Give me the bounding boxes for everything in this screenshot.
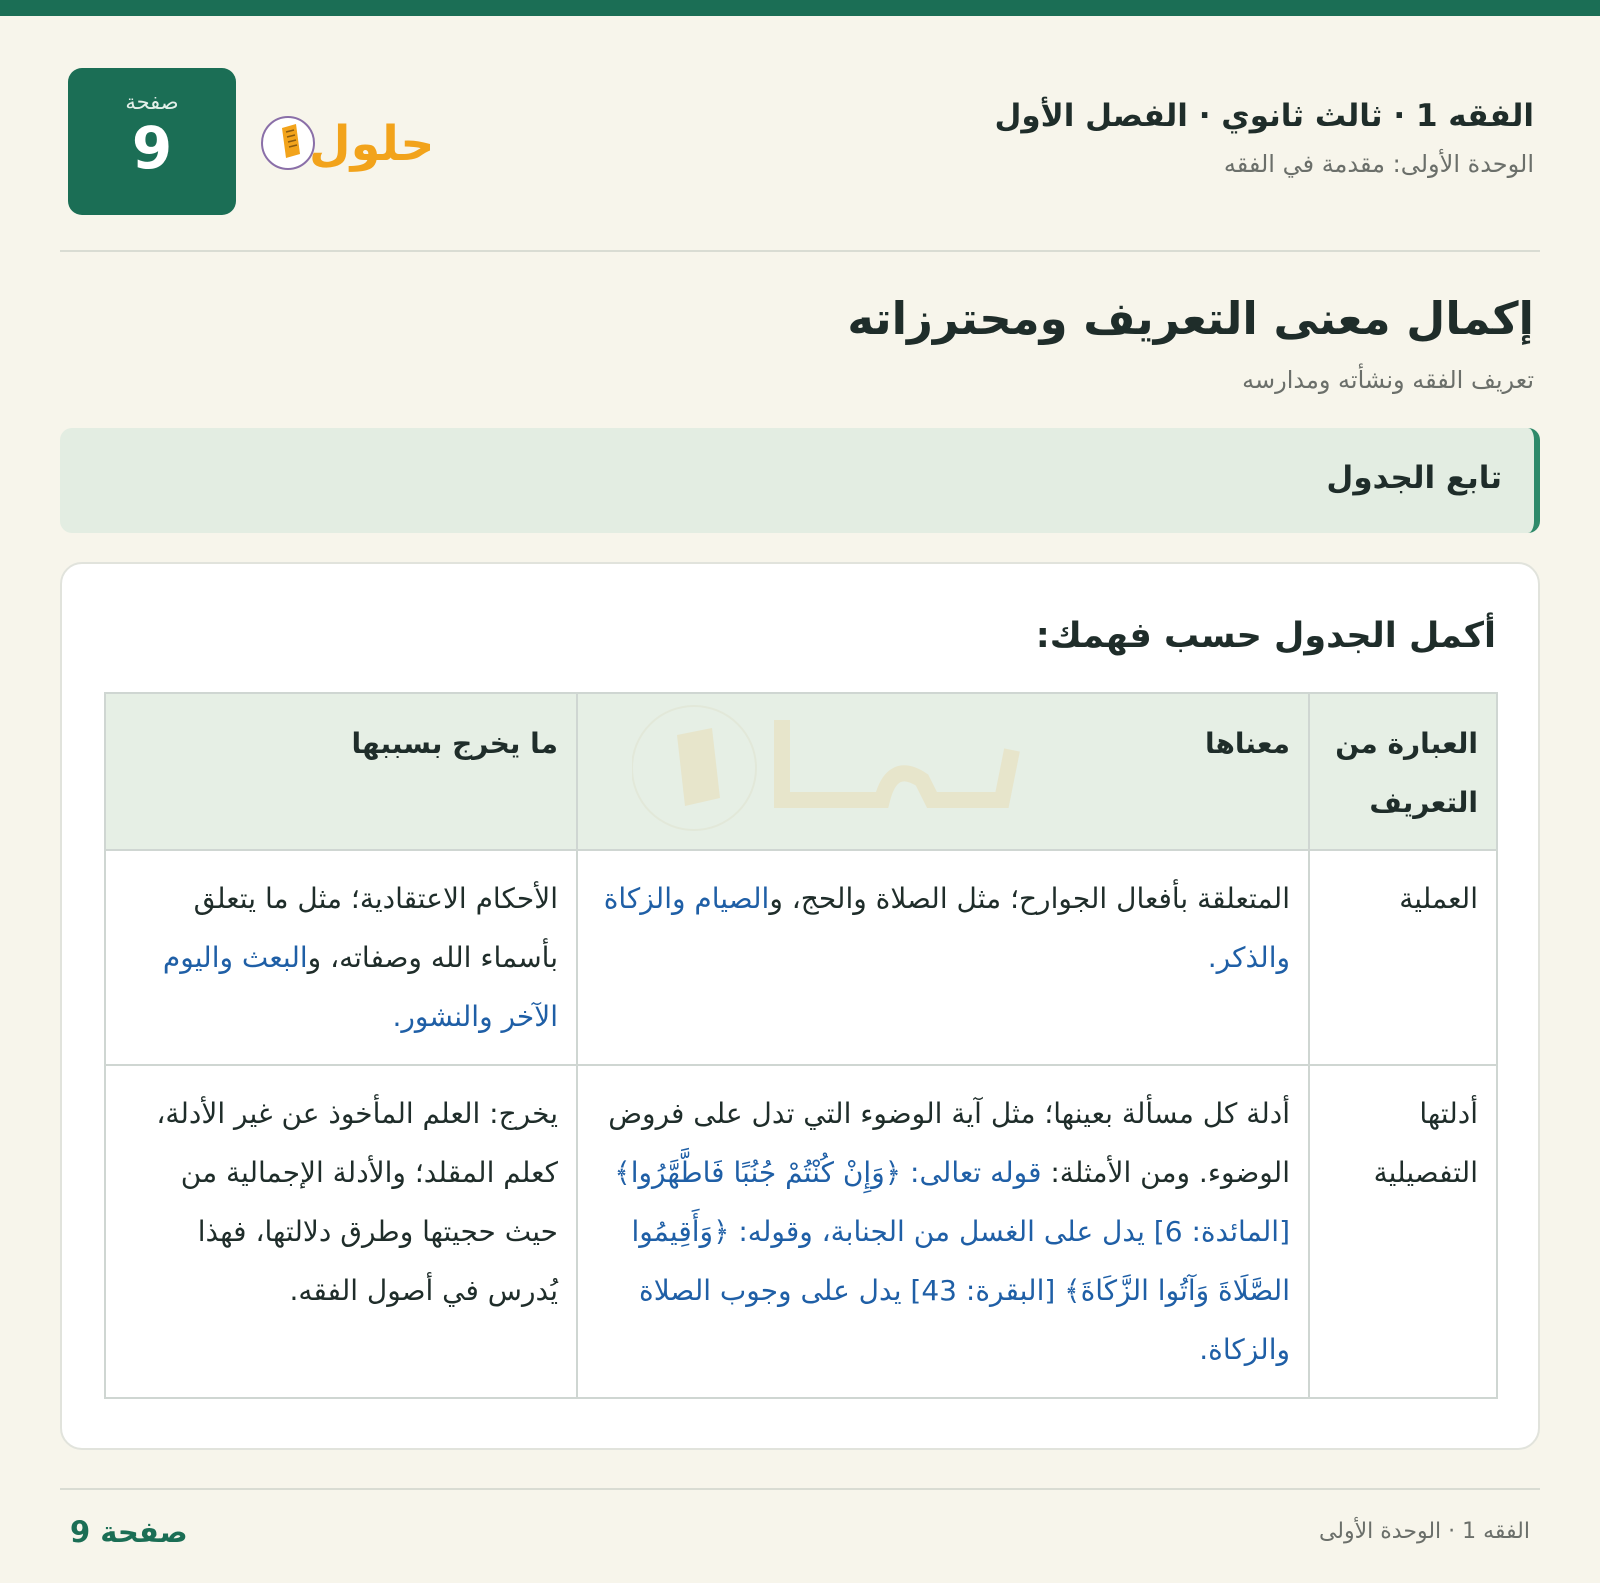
cell-excluded: يخرج: العلم المأخوذ عن غير الأدلة، كعلم المقلد؛ والأدلة الإجمالية من حيث حجيتها وطرق دلالتها، فهذا يُدرس في أصول الفقه. bbox=[105, 1065, 577, 1398]
header-divider bbox=[60, 250, 1540, 252]
section-subtitle: تعريف الفقه ونشأته ومدارسه bbox=[1242, 366, 1534, 394]
table-row bbox=[105, 1065, 1497, 1398]
top-accent-bar bbox=[0, 0, 1600, 16]
exercise-card bbox=[60, 562, 1540, 1450]
unit-title: الوحدة الأولى: مقدمة في الفقه bbox=[1223, 150, 1534, 178]
exercise-instruction: أكمل الجدول حسب فهمك: bbox=[1035, 616, 1496, 656]
table-row bbox=[105, 850, 1497, 1065]
meaning-answer: الصيام والزكاة والذكر. bbox=[603, 882, 1290, 974]
callout-label: تابع الجدول bbox=[1326, 460, 1502, 496]
cell-phrase: العملية bbox=[1309, 850, 1497, 1065]
meaning-answer: قوله تعالى: ﴿وَإِنْ كُنْتُمْ جُنُبًا فَاطَّهَّرُوا﴾ [المائدة: 6] يدل على الغسل من الجنابة، وقوله: ﴿وَأَقِيمُوا الصَّلَاةَ وَآتُوا الزَّكَاةَ﴾ [البقرة: 43] يدل على وجوب الصلاة والزكاة. bbox=[614, 1156, 1290, 1366]
page-badge-label: صفحة bbox=[125, 90, 179, 114]
meaning-text: المتعلقة بأفعال الجوارح؛ مثل الصلاة والحج، و bbox=[769, 882, 1290, 915]
meaning-text: أدلة كل مسألة بعينها؛ مثل آية الوضوء التي تدل على فروض الوضوء. ومن الأمثلة: bbox=[608, 1097, 1290, 1189]
book-title: الفقه 1 · ثالث ثانوي · الفصل الأول bbox=[994, 98, 1534, 134]
cell-excluded bbox=[105, 850, 577, 1065]
cell-phrase: أدلتها التفصيلية bbox=[1309, 1065, 1497, 1398]
page-number-badge bbox=[68, 68, 236, 215]
excluded-answer: البعث واليوم الآخر والنشور. bbox=[162, 941, 558, 1033]
definition-table bbox=[104, 692, 1498, 1399]
logo-text: حلول bbox=[309, 116, 430, 172]
footer-divider bbox=[60, 1488, 1540, 1490]
excluded-text: الأحكام الاعتقادية؛ مثل ما يتعلق بأسماء الله وصفاته، و bbox=[193, 882, 558, 974]
header-titles bbox=[994, 98, 1534, 178]
cell-meaning bbox=[577, 1065, 1309, 1398]
cell-meaning bbox=[577, 850, 1309, 1065]
continuation-callout bbox=[60, 428, 1540, 533]
section-title: إكمال معنى التعريف ومحترزاته bbox=[847, 292, 1534, 345]
page-header bbox=[60, 68, 1540, 218]
table-header-row bbox=[105, 693, 1497, 850]
footer-page-label: صفحة 9 bbox=[70, 1515, 188, 1549]
page-badge-number: 9 bbox=[131, 114, 173, 182]
hulul-logo bbox=[260, 106, 430, 176]
header-phrase: العبارة من التعريف bbox=[1309, 693, 1497, 850]
header-meaning: معناها bbox=[577, 693, 1309, 850]
footer-book-ref: الفقه 1 · الوحدة الأولى bbox=[1318, 1519, 1530, 1544]
header-excluded: ما يخرج بسببها bbox=[105, 693, 577, 850]
